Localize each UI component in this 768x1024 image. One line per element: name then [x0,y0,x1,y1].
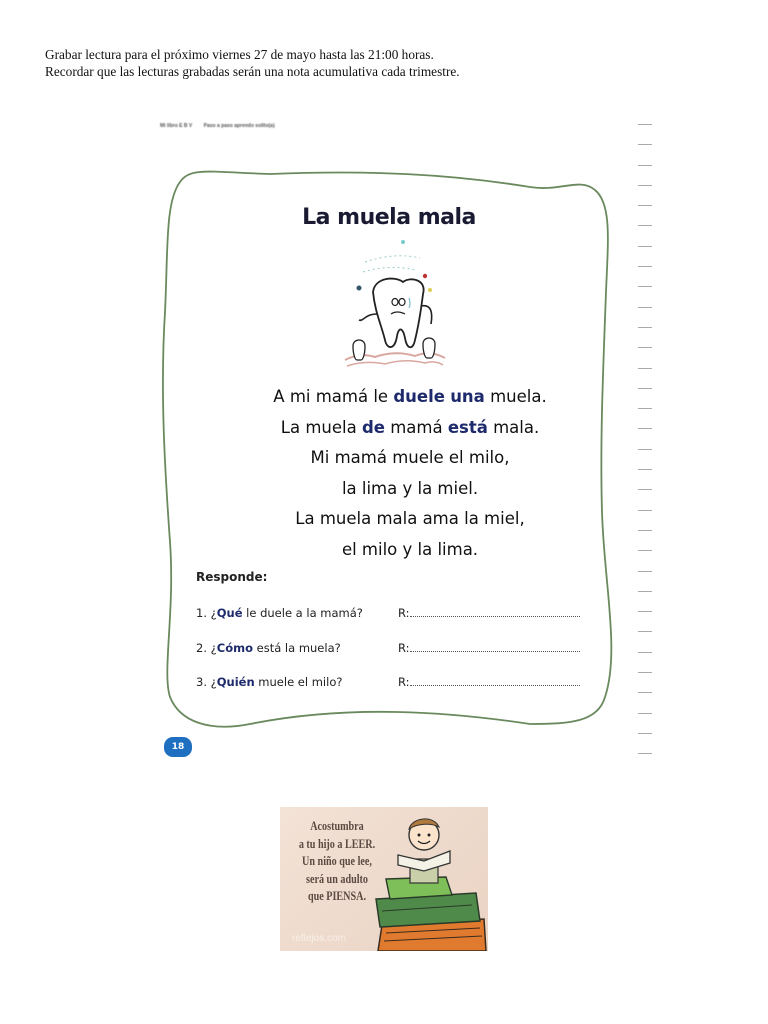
question-open-mark: ¿ [210,641,217,655]
question-3 [196,675,342,689]
instructions [45,46,460,80]
question-keyword: Cómo [216,641,253,655]
question-1 [196,606,363,620]
answer-label: R: [398,641,410,655]
poem-line: La muela mala ama la miel, [295,509,525,528]
worksheet-header-right: Paso a paso aprendo solito(a) [203,123,275,129]
answer-blank [410,676,580,686]
poem-text-segment: mamá [384,417,448,437]
question-text: le duele a la mamá? [242,606,363,620]
poster-watermark: reflejos.com [292,933,346,944]
question-keyword: Quién [216,675,255,689]
worksheet-image [150,112,670,772]
child-reading-on-books-illustration [372,807,488,951]
reading-poster-image [280,807,488,951]
poem-highlight: duele [393,387,445,406]
poem-text-segment: muela. [484,387,547,406]
poem-highlight: está [447,417,488,437]
poem-highlight: una [450,387,485,406]
poem-highlight: de [361,417,385,437]
poem-line [210,413,610,444]
poem-line [210,382,610,413]
worksheet-header-left: Mi libro E B V [160,123,193,129]
poem-text [210,382,610,565]
page-number-badge: 18 [164,737,192,757]
poster-line: será un adulto [306,870,368,886]
answer-blank [410,642,580,652]
question-number: 3. [196,675,207,689]
question-open-mark: ¿ [210,606,217,620]
poster-text [294,817,380,905]
instruction-line-2: Recordar que las lecturas grabadas serán una nota acumulativa cada trimestre. [45,64,460,79]
question-number: 2. [196,641,207,655]
poem-text-segment: La muela [280,417,362,437]
question-text: muele el milo? [254,675,343,689]
question-open-mark: ¿ [210,675,217,689]
question-keyword: Qué [216,606,243,620]
poem-line: la lima y la miel. [341,478,479,498]
answer-blank [410,607,580,617]
question-2 [196,641,341,655]
poem-line: Mi mamá muele el milo, [310,448,510,467]
respond-label: Responde: [196,570,268,584]
answer-line-1 [398,606,580,620]
poster-line: a tu hijo a LEER. [298,835,376,851]
worksheet-title: La muela mala [302,205,476,230]
sad-tooth-illustration [335,232,455,372]
poster-line: que PIENSA. [307,888,367,903]
question-number: 1. [196,606,207,620]
answer-label: R: [398,675,410,689]
poem-line: el milo y la lima. [341,539,479,559]
answer-label: R: [398,606,410,620]
answer-line-3 [398,675,580,689]
poster-line: Un niño que lee, [302,853,372,868]
answer-line-2 [398,641,580,655]
poem-text-segment: mala. [487,417,540,437]
margin-ruler-ticks [638,124,654,774]
poster-line: Acostumbra [310,818,364,833]
instruction-line-1: Grabar lectura para el próximo viernes 27 de mayo hasta las 21:00 horas. [45,47,434,62]
poem-text-segment: A mi mamá le [273,387,394,406]
question-text: está la muela? [252,641,341,655]
